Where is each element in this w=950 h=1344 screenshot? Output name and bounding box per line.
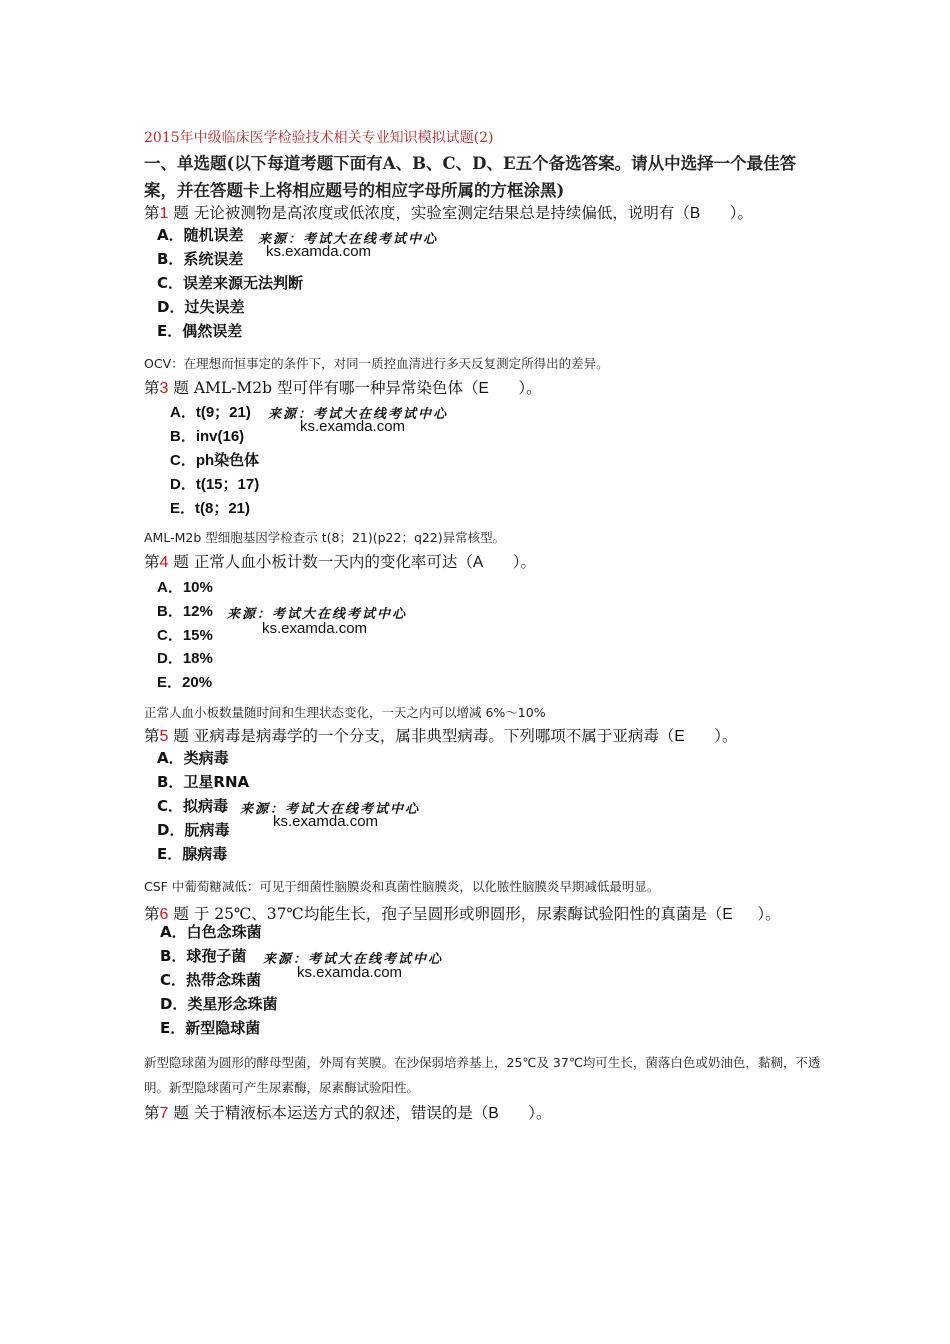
question-4-stem: 第4 题 正常人血小板计数一天内的变化率可达（A ）。 (144, 553, 536, 571)
option-b: B．12% (157, 603, 213, 620)
question-6-stem: 第6 题 于 25℃、37℃均能生长，孢子呈圆形或卵圆形，尿素酶试验阳性的真菌是（E ）。 (144, 905, 781, 923)
question-3-note: AML-M2b 型细胞基因学检查示 t(8；21)(p22；q22)异常核型。 (144, 530, 506, 545)
option-a: A．10% (157, 579, 213, 596)
watermark-source: 来源：考试大在线考试中心 (258, 232, 439, 247)
watermark-source: 来源：考试大在线考试中心 (240, 802, 421, 817)
question-number: 5 (159, 728, 169, 745)
question-1-stem: 第1 题 无论被测物是高浓度或低浓度，实验室测定结果总是持续偏低，说明有（B ）。 (144, 204, 753, 222)
question-6-note: 新型隐球菌为圆形的酵母型菌，外周有荚膜。在沙保弱培养基上，25℃及 37℃均可生长，菌落白色或奶油色，黏稠，不透明。新型隐球菌可产生尿素酶，尿素酶试验阳性。 (144, 1055, 821, 1095)
option-a: A．类病毒 (157, 749, 229, 767)
question-5-note: CSF 中葡萄糖减低：可见于细菌性脑膜炎和真菌性脑膜炎，以化脓性脑膜炎早期减低最明显。 (144, 879, 660, 894)
section-heading: 一、单选题(以下每道考题下面有A、B、C、D、E五个备选答案。请从中选择一个最佳答案，并在答题卡上将相应题号的相应字母所属的方框涂黑) (144, 154, 797, 200)
question-number: 4 (159, 554, 169, 571)
option-a: A．随机误差 (157, 226, 244, 244)
option-d: D．类星形念珠菌 (160, 995, 278, 1013)
answer-letter: B (689, 205, 701, 222)
option-a: A．t(9；21) (170, 404, 251, 421)
option-e: E．偶然误差 (157, 322, 243, 340)
option-c: C．15% (157, 627, 213, 644)
option-c: C．热带念珠菌 (160, 971, 262, 989)
option-b: B．inv(16) (170, 428, 245, 445)
watermark-source: 来源：考试大在线考试中心 (268, 407, 449, 422)
option-a: A．白色念珠菌 (160, 923, 262, 941)
watermark-url: ks.examda.com (262, 620, 368, 637)
answer-letter: A (472, 554, 484, 571)
question-number: 1 (159, 205, 169, 222)
answer-letter: E (722, 906, 733, 923)
question-number: 3 (159, 380, 169, 397)
question-number: 7 (159, 1105, 169, 1122)
question-5-stem: 第5 题 亚病毒是病毒学的一个分支，属非典型病毒。下列哪项不属于亚病毒（E ）。 (144, 727, 738, 745)
question-7-stem: 第7 题 关于精液标本运送方式的叙述，错误的是（B ）。 (144, 1104, 552, 1122)
option-d: D．18% (157, 650, 213, 667)
option-e: E．新型隐球菌 (160, 1019, 261, 1037)
option-e: E．腺病毒 (157, 845, 228, 863)
option-c: C．ph染色体 (170, 452, 260, 469)
document-title: 2015年中级临床医学检验技术相关专业知识模拟试题(2) (144, 130, 494, 146)
answer-letter: B (488, 1105, 499, 1122)
watermark-source: 来源：考试大在线考试中心 (263, 952, 444, 967)
watermark-url: ks.examda.com (266, 243, 372, 260)
watermark-source: 来源：考试大在线考试中心 (227, 607, 408, 622)
question-3-stem: 第3 题 AML-M2b 型可伴有哪一种异常染色体（E ）。 (144, 379, 542, 397)
watermark-url: ks.examda.com (300, 418, 406, 435)
option-e: E．20% (157, 674, 213, 691)
option-b: B．系统误差 (157, 250, 244, 268)
option-d: D．朊病毒 (157, 821, 230, 839)
answer-letter: E (478, 380, 489, 397)
answer-letter: E (674, 728, 685, 745)
option-d: D．过失误差 (157, 298, 245, 316)
watermark-url: ks.examda.com (297, 964, 403, 981)
question-4-note: 正常人血小板数量随时间和生理状态变化，一天之内可以增减 6%～10% (144, 705, 546, 720)
question-number: 6 (159, 906, 169, 923)
option-b: B．卫星RNA (157, 773, 250, 791)
watermark-url: ks.examda.com (273, 813, 379, 830)
option-c: C．拟病毒 (157, 797, 229, 815)
question-1-note: OCV：在理想而恒事定的条件下，对同一质控血清进行多天反复测定所得出的差异。 (144, 356, 609, 371)
option-e: E．t(8；21) (170, 500, 251, 517)
option-d: D．t(15；17) (170, 476, 260, 493)
option-c: C．误差来源无法判断 (157, 274, 304, 292)
option-b: B．球孢子菌 (160, 947, 247, 965)
